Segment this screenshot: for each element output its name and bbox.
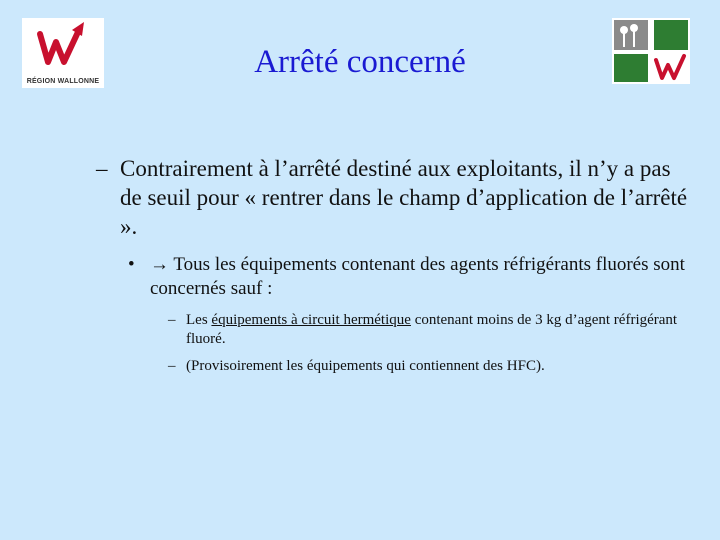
level3-item-1: [168, 311, 708, 349]
slide-title-text: Arrêté concerné: [254, 44, 466, 80]
logo-caption: RÉGION WALLONNE: [26, 78, 100, 85]
arrow-icon: →: [150, 254, 169, 275]
level3-item-2: [168, 357, 708, 376]
level2-body: [150, 253, 688, 301]
level3-post: contenant moins de 3 kg d’agent réfrigérant fluoré.: [186, 312, 678, 347]
level2-text: Tous les équipements contenant des agents réfrigérants fluorés sont concernés sauf :: [150, 254, 685, 299]
level1-dash: –: [96, 156, 108, 181]
level3-pre: Les: [186, 312, 212, 328]
level3-dash: –: [168, 358, 176, 374]
bullet-icon: •: [128, 254, 135, 275]
level1-text: Contrairement à l’arrêté destiné aux exploitants, il n’y a pas de seuil pour « rentrer dans le champ d’application de l’arrêté ».: [120, 156, 688, 239]
level3-underlined: équipements à circuit hermétique: [211, 312, 411, 328]
level1-item: [96, 154, 696, 241]
level3-text-2: (Provisoirement les équipements qui contiennent des HFC).: [186, 358, 545, 374]
level2-item: [128, 253, 688, 301]
level3-text-1: [186, 311, 708, 349]
level3-dash: –: [168, 312, 176, 328]
slide-title: [0, 44, 720, 81]
